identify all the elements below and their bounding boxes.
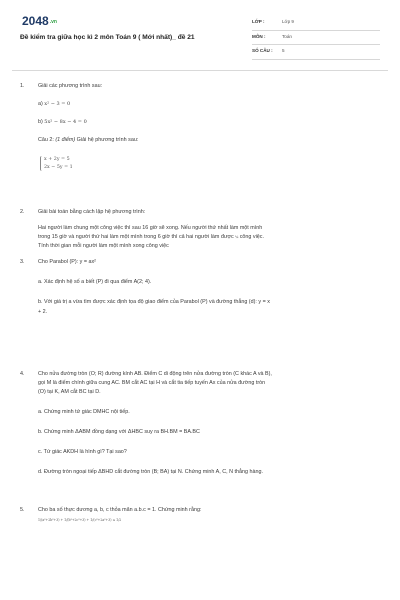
question-1 bbox=[20, 82, 385, 192]
part-c: c. Tứ giác AKDH là hình gì? Tại sao? bbox=[38, 449, 127, 455]
part-b: b. Với giá trị a vừa tìm được xác định tọa độ giao điểm của Parabol (P) và đường thẳng (d): y = x bbox=[38, 299, 270, 305]
meta-label: SỐ CÂU : bbox=[252, 48, 273, 53]
question-number: 2. bbox=[20, 209, 25, 215]
part-a bbox=[38, 100, 70, 109]
meta-row-subject bbox=[252, 31, 380, 46]
system-equation-1: x + 2y = 5 bbox=[44, 157, 70, 162]
site-logo[interactable] bbox=[22, 14, 57, 28]
fraction: ¼ bbox=[235, 235, 239, 239]
equation: x² − 3 = 0 bbox=[44, 101, 71, 107]
question-intro: Giải bài toán bằng cách lập hệ phương trình: bbox=[38, 209, 146, 215]
meta-value: 5 bbox=[282, 48, 285, 53]
system-brace bbox=[40, 156, 43, 171]
question-number: 3. bbox=[20, 259, 25, 265]
equation: 5x² − 8x − 4 = 0 bbox=[44, 119, 87, 125]
paragraph-line: gọi M là điểm chính giữa cung AC. BM cắt AC tại H và cắt tia tiếp tuyến Ax của nửa đường tròn bbox=[38, 380, 266, 386]
paragraph-line: (O) tại K, AM cắt BC tại D. bbox=[38, 389, 101, 395]
meta-table bbox=[252, 16, 380, 60]
question-intro: Cho ba số thực dương a, b, c thỏa mãn a.b.c = 1. Chứng minh rằng: bbox=[38, 507, 202, 513]
logo-tld: .vn bbox=[49, 18, 57, 25]
meta-value: Lớp 9 bbox=[282, 19, 294, 24]
part-b: b. Chứng minh ΔABM đồng dạng với ΔHBC suy ra BH.BM = BA.BC bbox=[38, 429, 200, 435]
equation-system bbox=[44, 156, 73, 172]
question-intro: Giải các phương trình sau: bbox=[38, 83, 103, 89]
question-number: 5. bbox=[20, 507, 25, 513]
document-title: Đề kiểm tra giữa học kì 2 môn Toán 9 ( Mới nhất)_ đề 21 bbox=[20, 34, 195, 41]
part-a: a. Chứng minh tứ giác DMHC nội tiếp. bbox=[38, 409, 130, 415]
system-equation-2: 2x − 5y = 1 bbox=[44, 165, 73, 170]
meta-row-count bbox=[252, 45, 380, 60]
sub-question-2 bbox=[38, 136, 138, 145]
question-3 bbox=[20, 258, 385, 348]
part-label: a) bbox=[38, 101, 43, 107]
part-b-continued: + 2. bbox=[38, 309, 48, 315]
paragraph-text: công việc. bbox=[239, 234, 264, 240]
header-divider bbox=[12, 70, 388, 71]
sub-question-label: Câu 2: bbox=[38, 137, 54, 143]
question-number: 1. bbox=[20, 83, 25, 89]
question-number: 4. bbox=[20, 371, 25, 377]
points: (1 điểm) bbox=[55, 137, 76, 143]
meta-label: MÔN : bbox=[252, 33, 266, 39]
meta-row-class bbox=[252, 16, 380, 31]
paragraph-line bbox=[38, 233, 264, 242]
question-5 bbox=[20, 506, 385, 546]
paragraph-line: Tính thời gian mỗi người làm một mình xong công việc bbox=[38, 243, 169, 249]
paragraph-line: Hai người làm chung một công việc thì sau 16 giờ sẽ xong. Nếu người thứ nhất làm một mình bbox=[38, 225, 263, 231]
meta-label: LỚP : bbox=[252, 19, 265, 24]
part-label: b) bbox=[38, 119, 43, 125]
sub-question-text: Giải hệ phương trình sau: bbox=[76, 137, 139, 143]
meta-value: Toán bbox=[282, 33, 292, 39]
paragraph-text: trong 15 giờ và người thứ hai làm một mình trong 6 giờ thì cả hai người làm được bbox=[38, 234, 234, 240]
part-d: d. Đường tròn ngoại tiếp ΔBHD cắt đường tròn (B; BA) tại N. Chứng minh A, C, N thẳng hàng. bbox=[38, 469, 263, 475]
part-a: a. Xác định hệ số a biết (P) đi qua điểm A(2; 4). bbox=[38, 279, 152, 285]
logo-text: 2048 bbox=[22, 14, 49, 28]
part-b bbox=[38, 118, 87, 127]
question-4 bbox=[20, 370, 385, 500]
question-intro: Cho Parabol (P): y = ax² bbox=[38, 259, 96, 265]
header bbox=[0, 0, 400, 64]
inequality-formula: 1/(a²+2b²+3) + 1/(b²+2c²+3) + 1/(c²+2a²+3) ≤ 1/2 bbox=[38, 518, 122, 522]
paragraph-line: Cho nửa đường tròn (O; R) đường kính AB. Điểm C di động trên nửa đường tròn (C khác A và B), bbox=[38, 371, 272, 377]
